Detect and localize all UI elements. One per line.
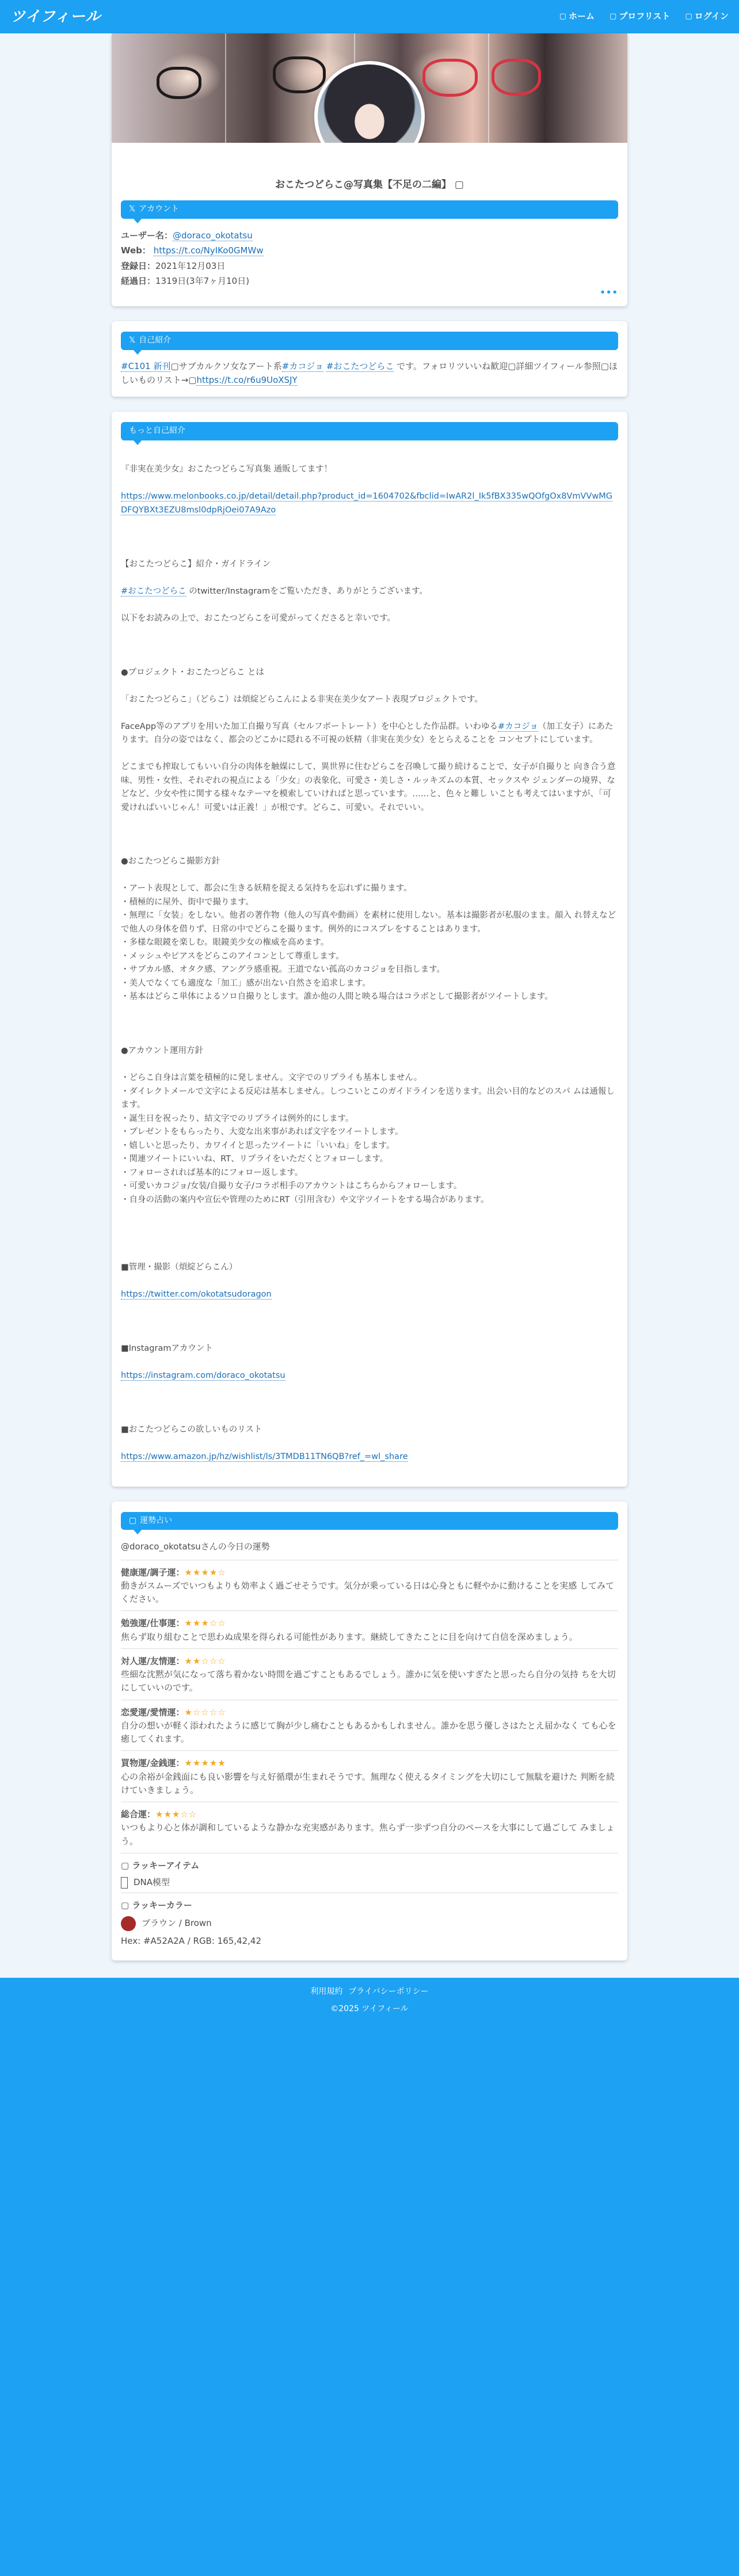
list-icon: ▢ [610, 12, 617, 21]
copyright: ©2025 ツイフィール [330, 2004, 409, 2013]
registered-row [121, 259, 618, 273]
para-1-d: どこまでも搾取してもいい自分の肉体を触媒にして、異世界に住むどらこを召喚して撮り続けることで、女子が自撮りと 向き合う意味、男性・女性、それぞれの視点による「少女」の表象化、可愛さ・美しさ・ルッキズムの本質、セックスや ジェンダーの境界、などなど、少女や性に関する様々なテーマを模索していければと思っています。……と、色々と難し いことも考えてはいますが、「可愛ければいいじゃん！可愛いは正義！」が根です。どらこ、可愛い。それでいい。 [121, 762, 616, 812]
bio-text [121, 359, 618, 388]
terms-link[interactable]: 利用規約 [310, 1986, 343, 1996]
profile-banner [112, 33, 627, 143]
link-icon: ▢ [188, 375, 197, 386]
elapsed-label: 経過日： [121, 275, 156, 286]
bio-text-2: サブカルクソ女なアート系 [178, 360, 282, 371]
lucky-color-icon: ▢ [121, 1900, 129, 1911]
bio-card [112, 321, 627, 397]
badge-icon: ▢ [454, 179, 464, 191]
fortune-label: 恋愛運/愛情運： [121, 1707, 185, 1718]
para-1-c: （加工女子）にあたります。自分の姿ではなく、都会のどこかに隠れる不可視の妖精（非実在美少女）をとらえることを コンセプトにしています。 [121, 721, 614, 745]
fortune-intro: @doraco_okotatsuさんの今日の運勢 [121, 1539, 618, 1560]
more-bio-line-2: 【おこたつどらこ】紹介・ガイドライン [121, 559, 271, 569]
fortune-desc: 心の余裕が金銭面にも良い影響を与え好循環が生まれそうです。無理なく使えるタイミングを大切にして無駄を避けた 判断を続けていきましょう。 [121, 1771, 615, 1795]
account-title: アカウント [139, 204, 180, 214]
nav-home-label: ホーム [569, 11, 595, 22]
fortune-label: 買物運/金銭運： [121, 1758, 185, 1769]
nav-profile-list[interactable] [610, 10, 670, 23]
para-3-body: ・どらこ自身は言葉を積極的に発しません。文字でのリプライも基本しません。 ・ダイレクトメールで文字による反応は基本しません。しつこいとこのガイドラインを送ります。出会い目的などのスパ ムは通報します。 ・誕生日を祝ったり、結文字でのリプライは例外的にします。 ・プレゼントをもらったり、大変な出来事があれば文字をツイートします。 ・嬉しいと思ったり、カワイイと思ったツイートに「いいね」をします。 ・関連ツイートにいいね、RT、リプライをいただくとフォローします。 ・フォローされれば基本的にフォロー返します。 ・可愛いカコジョ/女装/自撮り女子/コラボ相手のアカウントはこちらからフォローします。 ・自身の活動の案内や宣伝や管理のためにRT（引用含む）や文字ツイートをする場合があります。 [121, 1073, 615, 1205]
bio-title: 自己紹介 [139, 336, 172, 345]
star-rating: ★★☆☆☆ [184, 1655, 226, 1666]
lucky-color-hex: Hex: #A52A2A / RGB: 165,42,42 [121, 1935, 262, 1946]
bio-text-3: です。フォロリツいいね歓迎 [394, 360, 508, 371]
registered-value: 2021年12月03日 [155, 260, 226, 271]
fortune-label: 総合運： [121, 1809, 156, 1820]
fortune-item-social [121, 1649, 618, 1700]
fortune-card [112, 1502, 627, 1961]
bio-tag-c101[interactable]: #C101 新刊 [121, 360, 171, 371]
site-logo[interactable]: ツイフィール [10, 7, 101, 25]
para-3-heading: ●アカウント運用方針 [121, 1046, 204, 1056]
fortune-title: 運勢占い [140, 1515, 173, 1525]
nav-list-label: プロフリスト [619, 11, 671, 22]
gift-icon: ▢ [600, 360, 609, 371]
profile-name [112, 177, 627, 200]
fortune-icon: ▢ [129, 1515, 137, 1525]
more-bio-card [112, 412, 627, 1487]
fortune-item-love [121, 1700, 618, 1751]
para-1-a: 「おこたつどらこ」（どらこ）は煩綻どらこんによる非実在美少女アート表現プロジェクトです。 [121, 694, 483, 704]
dna-icon [121, 1877, 128, 1889]
more-bio-section-header [121, 422, 618, 440]
mgmt-link[interactable]: https://twitter.com/okotatsudoragon [121, 1289, 272, 1299]
fortune-desc: 些細な沈黙が気になって落ち着かない時間を過ごすこともあるでしょう。誰かに気を使いすぎたと思ったら自分の気持 ちを大切にしていいのです。 [121, 1669, 616, 1693]
page-body [0, 33, 739, 1978]
web-label: Web： [121, 245, 151, 256]
fortune-item-health [121, 1560, 618, 1612]
more-menu-button[interactable]: ••• [600, 287, 618, 298]
registered-label: 登録日： [121, 260, 156, 271]
home-icon: ▢ [559, 12, 567, 21]
username-link[interactable]: @doraco_okotatsu [173, 230, 253, 241]
avatar-image [318, 64, 421, 143]
profile-name-text: おこたつどらこ@写真集【不足の二編】 [275, 179, 451, 191]
bio-tag-okotatsu[interactable]: #おこたつどらこ [326, 360, 394, 371]
lucky-item-value: DNA模型 [134, 1877, 170, 1888]
lucky-color-value: ブラウン / Brown [142, 1918, 212, 1929]
star-rating: ★★★☆☆ [184, 1618, 226, 1629]
more-bio-title: もっと自己紹介 [129, 426, 185, 436]
para-2-body: ・アート表現として、都会に生きる妖精を捉える気持ちを忘れずに撮ります。 ・積極的に屋外、街中で撮ります。 ・無理に「女装」をしない。他者の著作物（他人の写真や動画）を素材に使用しない。基本は撮影者が私服のまま。顔入 れ替えなどで他人の身体を借りず、日常の中でどらこを撮ります。例外的にコスプレをすることはあります。 ・多様な眼鏡を楽しむ。眼鏡美少女の権威を高めます。 ・メッシュやピアスをどらこのアイコンとして尊重します。 ・サブカル感、オタク感、アングラ感重視。王道でない孤高のカコジョを目指します。 ・美人でなくても適度な「加工」感が出ない自然さを追求します。 ・基本はどらこ単体によるソロ自撮りとします。誰か他の人間と映る場合はコラボとして撮影者がツイートします。 [121, 884, 616, 1002]
lucky-item-section [121, 1853, 618, 1894]
fortune-item-study [121, 1611, 618, 1649]
fortune-desc: いつもより心と体が調和しているような静かな充実感があります。焦らず一歩ずつ自分のペースを大事にして過ごして みましょう。 [121, 1822, 615, 1846]
bio-tag-kakojo[interactable]: #カコジョ [281, 360, 324, 371]
mgmt-label: ■管理・撮影（煩綻どらこん） [121, 1262, 238, 1272]
x-icon: 𝕏 [129, 336, 136, 345]
more-bio-tag-kakojo[interactable]: #カコジョ [498, 721, 538, 731]
top-nav [559, 10, 729, 23]
elapsed-value: 1319日(3年7ヶ月10日) [155, 275, 250, 286]
login-icon: ▢ [685, 12, 692, 21]
melonbooks-link[interactable]: https://www.melonbooks.co.jp/detail/detail.php?product_id=1604702&fbclid=IwAR2l_Ik5fBX335wQOfgOx8VmVVwMGDFQYBXt3EZU8msl0dpRjOei07A9Azo [121, 492, 612, 515]
bio-section-header [121, 332, 618, 350]
more-bio-text [121, 450, 618, 1477]
fortune-desc: 焦らず取り組むことで思わぬ成果を得られる可能性があります。継続してきたことに目を向けて自信を深めましょう。 [121, 1631, 578, 1642]
avatar[interactable] [314, 61, 425, 143]
top-bar [0, 0, 739, 33]
color-swatch [121, 1916, 136, 1931]
nav-login-label: ログイン [694, 11, 729, 22]
instagram-label: ■Instagramアカウント [121, 1343, 213, 1353]
more-bio-line-4: 以下をお読みの上で、おこたつどらこを可愛がってくださると幸いです。 [121, 613, 396, 623]
account-section-header [121, 200, 618, 219]
web-link[interactable]: https://t.co/NyIKo0GMWw [153, 245, 264, 256]
wishlist-label: ■おこたつどらこの欲しいものリスト [121, 1424, 262, 1434]
username-label: ユーザー名： [121, 230, 173, 241]
privacy-link[interactable]: プライバシーポリシー [348, 1986, 429, 1996]
fortune-item-overall [121, 1802, 618, 1853]
lucky-color-section [121, 1893, 618, 1951]
bio-text-5: ほしいものリスト→ [121, 360, 618, 386]
fortune-label: 健康運/調子運： [121, 1567, 185, 1578]
profile-card [112, 33, 627, 306]
more-bio-tag-okotatsu[interactable]: #おこたつどらこ [121, 586, 186, 596]
para-2-heading: ●おこたつどらこ撮影方針 [121, 857, 220, 867]
more-bio-line-3: のtwitter/Instagramをご覧いただき、ありがとうございます。 [186, 586, 428, 596]
elapsed-row [121, 273, 618, 288]
x-icon: 𝕏 [129, 204, 136, 214]
username-row [121, 228, 618, 243]
wishlist-link[interactable]: https://www.amazon.jp/hz/wishlist/ls/3TMDB11TN6QB?ref_=wl_share [121, 1452, 408, 1461]
fortune-section-header [121, 1512, 618, 1530]
para-1-b: FaceApp等のアプリを用いた加工自撮り写真（セルフポートレート）を中心とした作品群。いわゆる [121, 721, 498, 731]
web-row [121, 243, 618, 258]
fortune-desc: 動きがスムーズでいつもよりも効率よく過ごせそうです。気分が乗っている日は心身ともに軽やかに動けることを実感 してみてください。 [121, 1580, 615, 1605]
instagram-link[interactable]: https://instagram.com/doraco_okotatsu [121, 1370, 285, 1380]
fortune-item-money [121, 1751, 618, 1802]
star-rating: ★★★★☆ [184, 1567, 226, 1578]
fortune-label: 勉強運/仕事運： [121, 1618, 185, 1629]
nav-home[interactable] [559, 10, 595, 23]
emoji-icon: ▢ [508, 360, 516, 371]
fortune-label: 対人運/友情運： [121, 1655, 185, 1666]
lucky-item-icon: ▢ [121, 1860, 129, 1871]
star-rating: ★★★★★ [184, 1758, 226, 1769]
fortune-desc: 自分の想いが軽く添われたように感じて胸が少し痛むこともあるかもしれません。誰かを思う優しさはたとえ届かなく ても心を癒してくれます。 [121, 1720, 616, 1745]
lucky-color-title: ラッキーカラー [132, 1900, 192, 1911]
more-bio-line-1: 『非実在美少女』おこたつどらこ写真集 通販してます！ [121, 465, 333, 474]
para-1-heading: ●プロジェクト・おこたつどらこ とは [121, 667, 264, 677]
star-rating: ★☆☆☆☆ [184, 1707, 226, 1718]
calendar-icon: ▢ [170, 360, 179, 371]
bio-link[interactable]: https://t.co/r6u9UoXSJY [196, 375, 298, 386]
lucky-item-title: ラッキーアイテム [132, 1860, 200, 1871]
footer [0, 1978, 739, 2576]
nav-login[interactable] [685, 10, 729, 23]
star-rating: ★★★☆☆ [155, 1809, 197, 1820]
bio-text-4: 詳細ツイフィール参照 [516, 360, 601, 371]
